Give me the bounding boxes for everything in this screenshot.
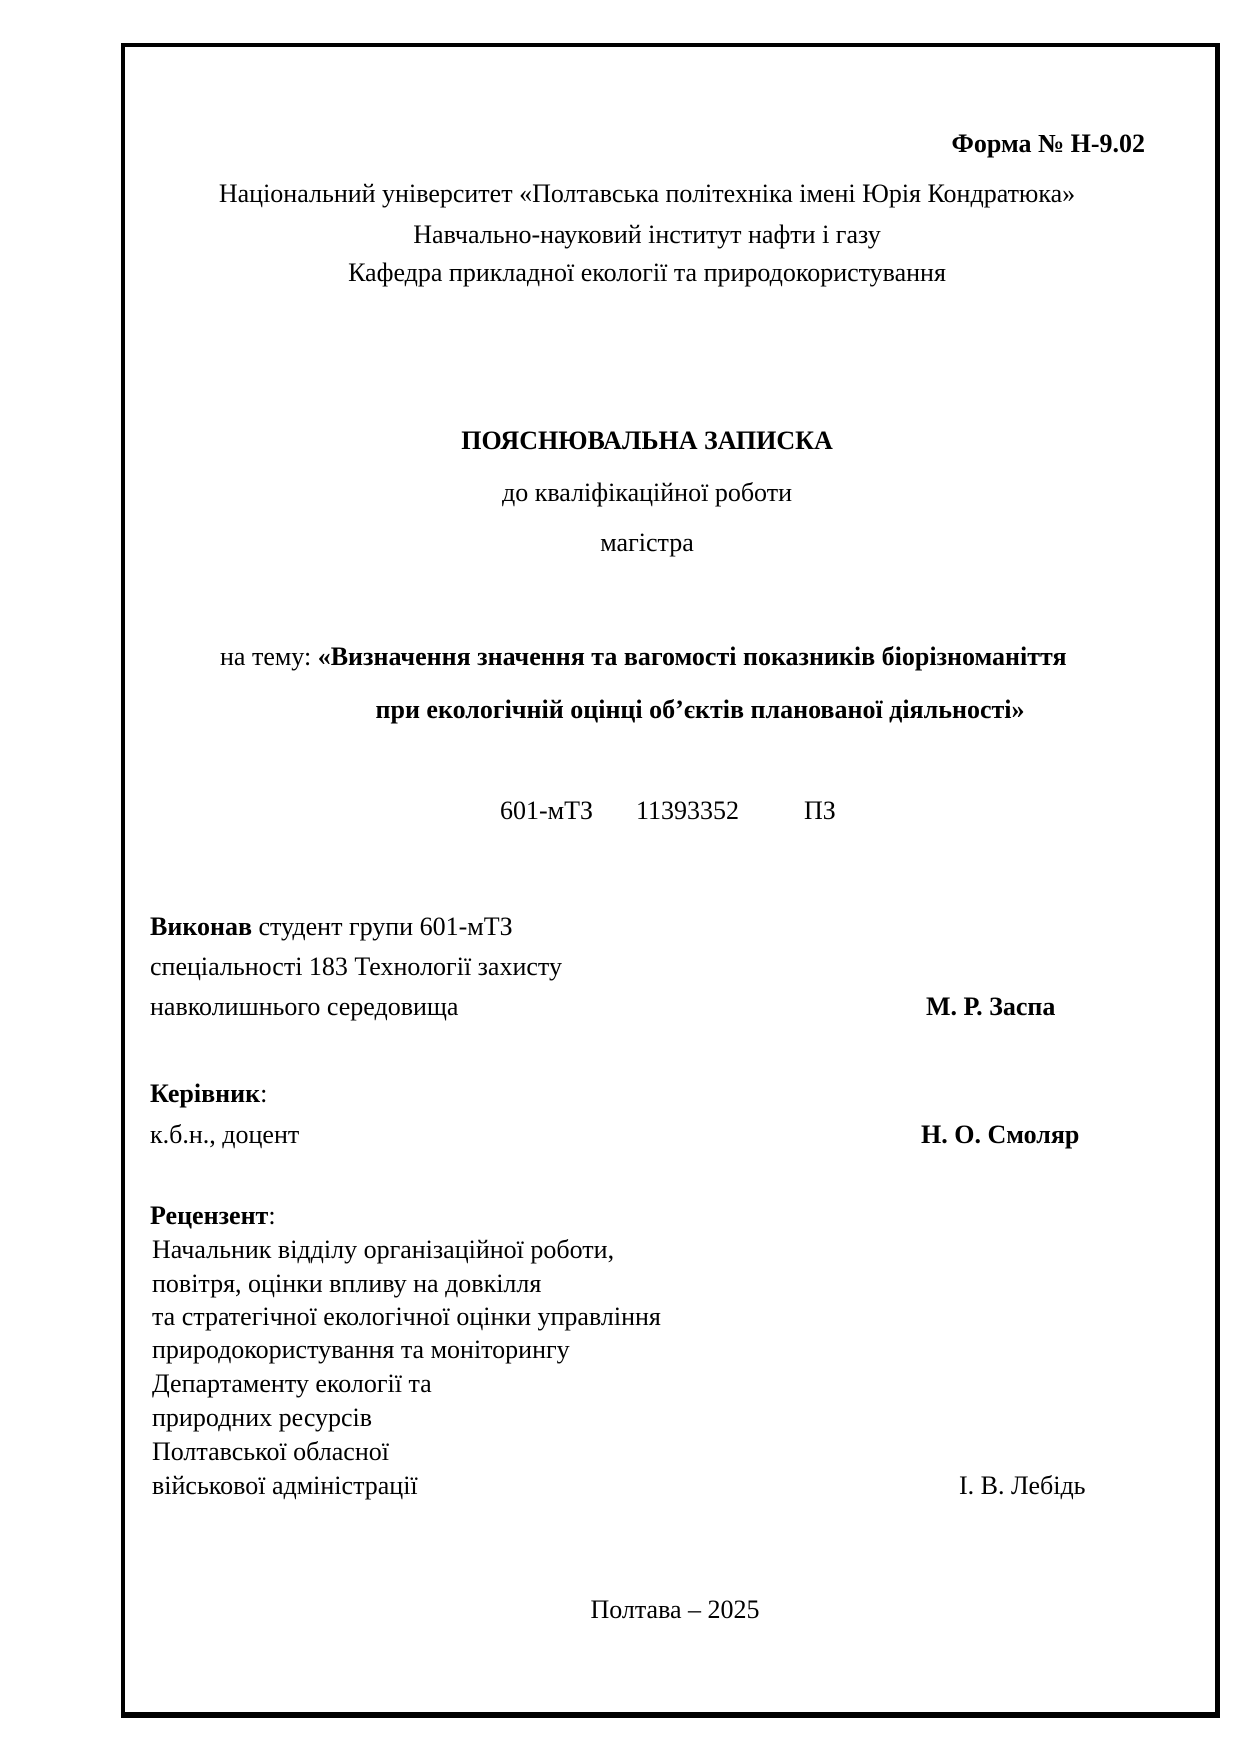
reviewer-position-line: природокористування та моніторингу — [152, 1335, 570, 1364]
document-title: ПОЯСНЮВАЛЬНА ЗАПИСКА — [461, 426, 833, 455]
supervisor-colon: : — [260, 1079, 268, 1108]
page-border — [121, 43, 1220, 1718]
reviewer-position-line: Полтавської обласної — [152, 1437, 389, 1466]
code-group: 601-мТЗ — [500, 796, 594, 825]
city-year: Полтава – 2025 — [590, 1595, 760, 1624]
reviewer-label: Рецензент — [150, 1201, 269, 1230]
code-number: 11393352 — [636, 796, 740, 825]
form-number: Форма № Н-9.02 — [951, 129, 1145, 158]
supervisor-name: Н. О. Смоляр — [921, 1120, 1080, 1149]
topic-title-part-1: «Визначення значення та вагомості показників біорізноманіття — [317, 642, 1067, 671]
performer-specialty: спеціальності 183 Технології захисту — [150, 952, 562, 981]
reviewer-heading — [150, 1203, 276, 1229]
department-name: Кафедра прикладної екології та природокористування — [348, 258, 946, 287]
reviewer-position-line: військової адміністрації — [152, 1471, 418, 1500]
university-name: Національний університет «Полтавська політехніка імені Юрія Кондратюка» — [218, 179, 1076, 208]
supervisor-label: Керівник — [150, 1079, 261, 1108]
code-suffix: ПЗ — [804, 796, 836, 825]
reviewer-name: І. В. Лебідь — [959, 1471, 1086, 1500]
performer-specialty-cont: навколишнього середовища — [150, 992, 459, 1021]
supervisor-heading — [150, 1081, 267, 1107]
reviewer-position-line: повітря, оцінки впливу на довкілля — [152, 1269, 542, 1298]
topic-title-part-2: при екологічній оцінці об’єктів планованої діяльності» — [375, 695, 1025, 724]
reviewer-position-line: та стратегічної екологічної оцінки управління — [152, 1302, 661, 1331]
topic-line-1 — [220, 644, 1067, 670]
degree-level: магістра — [600, 528, 694, 557]
performer-group: студент групи 601-мТЗ — [251, 912, 513, 941]
reviewer-position-line: природних ресурсів — [152, 1403, 373, 1432]
reviewer-position-line: Департаменту екології та — [152, 1369, 432, 1398]
topic-label: на тему: — [220, 642, 318, 671]
reviewer-colon: : — [268, 1201, 276, 1230]
performer-label: Виконав — [150, 912, 252, 941]
performer-name: М. Р. Заспа — [926, 992, 1056, 1021]
supervisor-position: к.б.н., доцент — [150, 1120, 300, 1149]
document-subtitle: до кваліфікаційної роботи — [502, 478, 792, 507]
reviewer-position-line: Начальник відділу організаційної роботи, — [152, 1235, 615, 1264]
institute-name: Навчально-науковий інститут нафти і газу — [413, 220, 881, 249]
performer-line-1 — [150, 914, 513, 940]
